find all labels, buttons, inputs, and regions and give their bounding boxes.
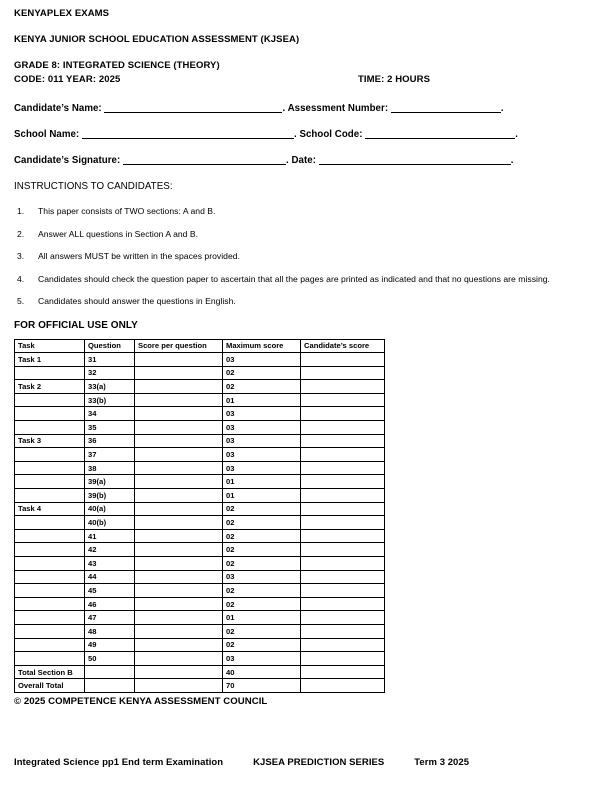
cell-task xyxy=(15,516,85,530)
instruction-item xyxy=(14,296,574,308)
instruction-item xyxy=(14,274,574,286)
cell-task: Task 4 xyxy=(15,502,85,516)
cell-score-per-question[interactable] xyxy=(135,407,223,421)
cell-question: 39(b) xyxy=(85,489,135,503)
cell-maximum-score: 03 xyxy=(223,652,301,666)
candidate-signature-label: Candidate’s Signature: xyxy=(14,155,121,166)
cell-question: 49 xyxy=(85,638,135,652)
cell-task xyxy=(15,475,85,489)
cell-score-per-question[interactable] xyxy=(135,380,223,394)
cell-maximum-score: 02 xyxy=(223,516,301,530)
cell-question: 34 xyxy=(85,407,135,421)
cell-task xyxy=(15,624,85,638)
school-name-label: School Name: xyxy=(14,129,80,140)
cell-candidate-score[interactable] xyxy=(301,638,385,652)
cell-candidate-score[interactable] xyxy=(301,407,385,421)
cell-task xyxy=(15,448,85,462)
date-input[interactable] xyxy=(319,155,511,165)
table-row xyxy=(15,611,385,625)
subject-title: GRADE 8: INTEGRATED SCIENCE (THEORY) xyxy=(14,60,220,71)
cell-candidate-score[interactable] xyxy=(301,380,385,394)
table-row xyxy=(15,584,385,598)
cell-maximum-score: 03 xyxy=(223,353,301,367)
cell-candidate-score[interactable] xyxy=(301,652,385,666)
cell-question: 38 xyxy=(85,461,135,475)
instruction-text: This paper consists of TWO sections: A and B. xyxy=(38,206,216,216)
cell-candidate-score[interactable] xyxy=(301,489,385,503)
instruction-number: 5. xyxy=(17,296,25,306)
cell-question: 39(a) xyxy=(85,475,135,489)
instruction-item xyxy=(14,206,574,218)
column-header-question: Question xyxy=(85,339,135,353)
cell-question: 31 xyxy=(85,353,135,367)
cell-candidate-score[interactable] xyxy=(301,448,385,462)
table-row xyxy=(15,366,385,380)
cell-score-per-question[interactable] xyxy=(135,393,223,407)
cell-task xyxy=(15,529,85,543)
cell-task: Overall Total xyxy=(15,679,85,693)
cell-candidate-score[interactable] xyxy=(301,557,385,571)
cell-question: 43 xyxy=(85,557,135,571)
cell-maximum-score: 02 xyxy=(223,597,301,611)
cell-maximum-score: 03 xyxy=(223,407,301,421)
school-name-suffix: . xyxy=(293,129,297,140)
cell-task xyxy=(15,421,85,435)
cell-maximum-score: 03 xyxy=(223,448,301,462)
school-code-label: School Code: xyxy=(299,129,363,140)
cell-task: Task 3 xyxy=(15,434,85,448)
cell-maximum-score: 02 xyxy=(223,543,301,557)
table-row xyxy=(15,516,385,530)
cell-candidate-score[interactable] xyxy=(301,461,385,475)
table-row xyxy=(15,679,385,693)
cell-score-per-question[interactable] xyxy=(135,543,223,557)
instruction-item xyxy=(14,229,574,241)
cell-question: 42 xyxy=(85,543,135,557)
cell-score-per-question[interactable] xyxy=(135,665,223,679)
school-name-input[interactable] xyxy=(82,129,294,139)
cell-maximum-score: 70 xyxy=(223,679,301,693)
cell-task xyxy=(15,597,85,611)
cell-candidate-score[interactable] xyxy=(301,421,385,435)
school-code-suffix: . xyxy=(515,129,518,140)
cell-score-per-question[interactable] xyxy=(135,434,223,448)
table-header-row xyxy=(15,339,385,353)
instruction-text: Answer ALL questions in Section A and B. xyxy=(38,228,199,239)
table-row xyxy=(15,353,385,367)
cell-maximum-score: 02 xyxy=(223,502,301,516)
cell-maximum-score: 03 xyxy=(223,570,301,584)
cell-maximum-score: 40 xyxy=(223,665,301,679)
table-row xyxy=(15,448,385,462)
cell-question: 32 xyxy=(85,366,135,380)
cell-score-per-question[interactable] xyxy=(135,652,223,666)
cell-candidate-score[interactable] xyxy=(301,543,385,557)
table-row xyxy=(15,638,385,652)
cell-maximum-score: 02 xyxy=(223,529,301,543)
cell-maximum-score: 02 xyxy=(223,624,301,638)
candidate-name-label: Candidate’s Name: xyxy=(14,103,102,114)
cell-task xyxy=(15,638,85,652)
table-row xyxy=(15,393,385,407)
instruction-text: Candidates should answer the questions in English. xyxy=(38,296,236,306)
cell-maximum-score: 02 xyxy=(223,638,301,652)
cell-maximum-score: 03 xyxy=(223,434,301,448)
candidate-name-row xyxy=(14,102,574,115)
cell-score-per-question[interactable] xyxy=(135,638,223,652)
cell-score-per-question[interactable] xyxy=(135,461,223,475)
instructions-heading: INSTRUCTIONS TO CANDIDATES: xyxy=(14,181,173,192)
cell-question: 44 xyxy=(85,570,135,584)
cell-score-per-question[interactable] xyxy=(135,475,223,489)
cell-question: 48 xyxy=(85,624,135,638)
cell-candidate-score[interactable] xyxy=(301,353,385,367)
table-row xyxy=(15,461,385,475)
table-row xyxy=(15,421,385,435)
date-label: Date: xyxy=(291,155,316,166)
table-row xyxy=(15,434,385,448)
candidate-signature-suffix: . xyxy=(286,155,289,166)
cell-score-per-question[interactable] xyxy=(135,679,223,693)
cell-question: 33(a) xyxy=(85,380,135,394)
cell-task xyxy=(15,489,85,503)
cell-question: 36 xyxy=(85,434,135,448)
cell-score-per-question[interactable] xyxy=(135,570,223,584)
instruction-number: 1. xyxy=(17,206,25,216)
cell-task xyxy=(15,652,85,666)
school-code-input[interactable] xyxy=(365,129,515,139)
cell-score-per-question[interactable] xyxy=(135,448,223,462)
cell-question: 40(a) xyxy=(85,502,135,516)
cell-candidate-score[interactable] xyxy=(301,475,385,489)
cell-question: 45 xyxy=(85,584,135,598)
cell-score-per-question[interactable] xyxy=(135,489,223,503)
cell-maximum-score: 03 xyxy=(223,421,301,435)
table-row xyxy=(15,489,385,503)
cell-candidate-score[interactable] xyxy=(301,570,385,584)
cell-score-per-question[interactable] xyxy=(135,529,223,543)
cell-score-per-question[interactable] xyxy=(135,421,223,435)
cell-candidate-score[interactable] xyxy=(301,529,385,543)
cell-question: 40(b) xyxy=(85,516,135,530)
cell-maximum-score: 02 xyxy=(223,366,301,380)
table-row xyxy=(15,652,385,666)
cell-task xyxy=(15,543,85,557)
cell-task xyxy=(15,611,85,625)
table-row xyxy=(15,502,385,516)
cell-maximum-score: 02 xyxy=(223,584,301,598)
score-table-body xyxy=(15,353,385,693)
official-use-heading: FOR OFFICIAL USE ONLY xyxy=(14,319,138,331)
cell-candidate-score[interactable] xyxy=(301,665,385,679)
instruction-item xyxy=(14,251,574,263)
cell-score-per-question[interactable] xyxy=(135,584,223,598)
signature-date-row xyxy=(14,154,574,167)
instruction-number: 3. xyxy=(17,251,25,261)
cell-candidate-score[interactable] xyxy=(301,393,385,407)
cell-candidate-score[interactable] xyxy=(301,597,385,611)
cell-task: Total Section B xyxy=(15,665,85,679)
cell-task: Task 2 xyxy=(15,380,85,394)
cell-maximum-score: 02 xyxy=(223,557,301,571)
cell-candidate-score[interactable] xyxy=(301,502,385,516)
table-row xyxy=(15,557,385,571)
paper-code-year: CODE: 011 YEAR: 2025 xyxy=(14,74,121,85)
cell-task xyxy=(15,366,85,380)
cell-question: 47 xyxy=(85,611,135,625)
cell-score-per-question[interactable] xyxy=(135,353,223,367)
column-header-task: Task xyxy=(15,339,85,353)
cell-question: 35 xyxy=(85,421,135,435)
instruction-text: All answers MUST be written in the spaces provided. xyxy=(38,251,240,261)
cell-question: 33(b) xyxy=(85,393,135,407)
cell-score-per-question[interactable] xyxy=(135,597,223,611)
cell-task xyxy=(15,407,85,421)
column-header-score-per-question: Score per question xyxy=(135,339,223,353)
date-suffix: . xyxy=(510,155,514,166)
assessment-number-label: Assessment Number: xyxy=(287,103,389,114)
cell-score-per-question[interactable] xyxy=(135,366,223,380)
cell-candidate-score[interactable] xyxy=(301,516,385,530)
cell-score-per-question[interactable] xyxy=(135,624,223,638)
score-summary-table xyxy=(14,339,385,693)
table-row xyxy=(15,407,385,421)
table-row xyxy=(15,665,385,679)
assessment-title: KENYA JUNIOR SCHOOL EDUCATION ASSESSMENT (KJSEA) xyxy=(14,34,300,45)
cell-score-per-question[interactable] xyxy=(135,611,223,625)
organization-title: KENYAPLEX EXAMS xyxy=(14,8,110,19)
paper-time-allowed: TIME: 2 HOURS xyxy=(358,74,431,85)
code-time-row xyxy=(14,74,574,86)
instruction-number: 2. xyxy=(17,228,25,239)
instruction-text: Candidates should check the question paper to ascertain that all the pages are printed as indicated and that no questions are missing. xyxy=(38,273,550,284)
cell-question xyxy=(85,679,135,693)
instruction-number: 4. xyxy=(17,273,25,284)
cell-maximum-score: 01 xyxy=(223,475,301,489)
cell-score-per-question[interactable] xyxy=(135,502,223,516)
assessment-number-input[interactable] xyxy=(391,103,501,113)
cell-maximum-score: 01 xyxy=(223,489,301,503)
assessment-number-suffix: . xyxy=(500,103,504,114)
cell-task xyxy=(15,570,85,584)
cell-candidate-score[interactable] xyxy=(301,434,385,448)
cell-question: 50 xyxy=(85,652,135,666)
copyright-notice: © 2025 COMPETENCE KENYA ASSESSMENT COUNCIL xyxy=(14,695,268,707)
cell-task xyxy=(15,557,85,571)
table-row xyxy=(15,543,385,557)
cell-question xyxy=(85,665,135,679)
cell-score-per-question[interactable] xyxy=(135,557,223,571)
column-header-maximum-score: Maximum score xyxy=(223,339,301,353)
cell-maximum-score: 01 xyxy=(223,393,301,407)
table-row xyxy=(15,597,385,611)
document-content xyxy=(14,8,574,708)
cell-candidate-score[interactable] xyxy=(301,584,385,598)
cell-task: Task 1 xyxy=(15,353,85,367)
table-row xyxy=(15,380,385,394)
column-header-candidate-score: Candidate’s score xyxy=(301,339,385,353)
table-row xyxy=(15,570,385,584)
cell-score-per-question[interactable] xyxy=(135,516,223,530)
cell-question: 37 xyxy=(85,448,135,462)
cell-candidate-score[interactable] xyxy=(301,624,385,638)
footer-paper-name: Integrated Science pp1 End term Examination xyxy=(14,757,224,768)
cell-candidate-score[interactable] xyxy=(301,611,385,625)
cell-maximum-score: 02 xyxy=(223,380,301,394)
cell-question: 41 xyxy=(85,529,135,543)
table-row xyxy=(15,624,385,638)
footer-term: Term 3 2025 xyxy=(414,757,470,768)
cell-maximum-score: 01 xyxy=(223,611,301,625)
candidate-signature-input[interactable] xyxy=(123,155,286,165)
cell-question: 46 xyxy=(85,597,135,611)
table-row xyxy=(15,475,385,489)
footer-series: KJSEA PREDICTION SERIES xyxy=(253,757,385,768)
cell-task xyxy=(15,461,85,475)
cell-task xyxy=(15,584,85,598)
cell-candidate-score[interactable] xyxy=(301,366,385,380)
cell-candidate-score[interactable] xyxy=(301,679,385,693)
cell-maximum-score: 03 xyxy=(223,461,301,475)
school-name-row xyxy=(14,128,574,141)
candidate-name-suffix: . xyxy=(282,103,286,114)
table-row xyxy=(15,529,385,543)
cell-task xyxy=(15,393,85,407)
candidate-name-input[interactable] xyxy=(104,103,282,113)
page-footer xyxy=(14,757,594,769)
